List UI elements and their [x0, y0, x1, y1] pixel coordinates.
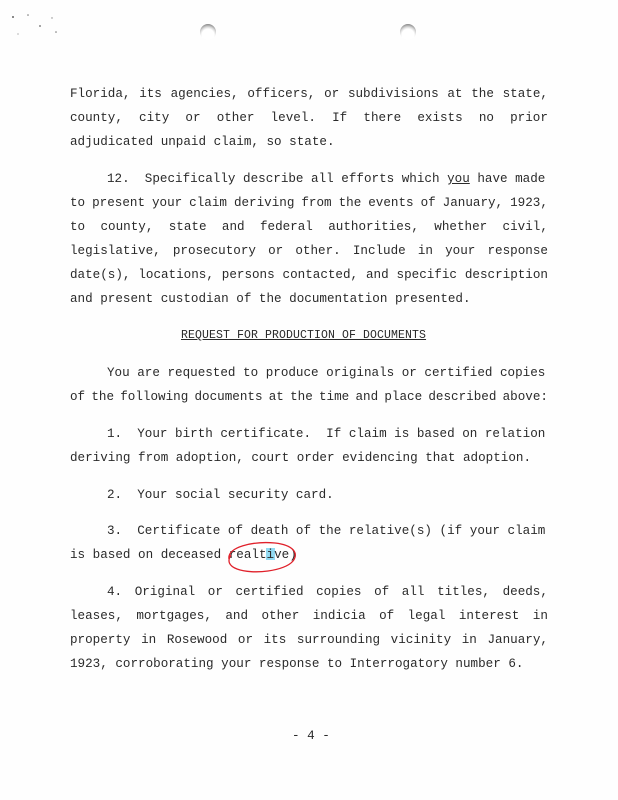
word: of	[420, 196, 436, 210]
word: locations,	[138, 268, 214, 282]
word: date(s),	[70, 268, 131, 282]
doc3-line-1	[107, 523, 548, 539]
word: legal	[407, 609, 446, 623]
word: Original	[134, 585, 196, 599]
word: or	[268, 244, 284, 258]
word: vicinity	[390, 633, 452, 647]
word: Include	[352, 244, 406, 258]
request-line-2	[70, 389, 548, 405]
word: the	[471, 87, 494, 101]
word: property	[70, 633, 131, 647]
word: or	[237, 633, 254, 647]
word: county,	[70, 111, 123, 125]
word: leases,	[70, 609, 123, 623]
word: there	[363, 111, 402, 125]
section-heading: REQUEST FOR PRODUCTION OF DOCUMENTS	[181, 329, 427, 342]
word: copies	[316, 585, 362, 599]
word: and	[225, 609, 249, 623]
word: surrounding	[296, 633, 381, 647]
intro-line-3-text: adjudicated unpaid claim, so state.	[70, 135, 335, 149]
word: your	[151, 196, 183, 210]
word: titles,	[437, 585, 490, 599]
word: civil,	[502, 220, 548, 234]
doc4-line-1	[107, 584, 548, 600]
word: or	[207, 585, 223, 599]
word: of	[379, 609, 395, 623]
word: January,	[487, 633, 548, 647]
word: prior	[510, 111, 548, 125]
item12-line-1	[107, 171, 548, 187]
intro-line-1	[70, 86, 548, 102]
word: described	[428, 390, 497, 404]
word: response	[487, 244, 548, 258]
word: or	[185, 111, 201, 125]
page-number: - 4 -	[292, 729, 330, 743]
word: and	[221, 220, 245, 234]
doc1-line-1	[107, 426, 548, 442]
word: the	[91, 390, 115, 404]
item12-line-6-text: and present custodian of the documentation presented.	[70, 292, 471, 306]
doc4-line-3	[70, 632, 548, 648]
intro-line-3	[70, 134, 548, 150]
word: 4.	[107, 585, 123, 599]
doc1-line-2-text: deriving from adoption, court order evidencing that adoption.	[70, 451, 532, 465]
word: legislative,	[70, 244, 161, 258]
doc3-line-2-before: is based on deceased	[70, 548, 229, 562]
word: officers,	[247, 87, 316, 101]
word: and	[355, 390, 379, 404]
item12-line-2	[70, 195, 548, 211]
word: other	[216, 111, 255, 125]
item12-text-before: 12. Specifically describe all efforts which	[107, 172, 448, 186]
doc4-line-4-text: 1923, corroborating your response to Interrogatory number 6.	[70, 657, 524, 671]
punch-hole-left	[200, 24, 216, 40]
word: specific	[396, 268, 457, 282]
word: description	[464, 268, 548, 282]
word: Florida,	[70, 87, 131, 101]
word: state,	[502, 87, 548, 101]
item12-line-5	[70, 267, 548, 283]
intro-line-2	[70, 110, 548, 126]
word: level.	[270, 111, 316, 125]
word: from	[301, 196, 332, 210]
word: documents	[194, 390, 263, 404]
word: in	[417, 244, 433, 258]
word: city	[139, 111, 170, 125]
scan-specks	[10, 12, 80, 52]
word: in	[461, 633, 477, 647]
word: interest	[458, 609, 520, 623]
word: January,	[442, 196, 504, 210]
item12-line-3	[70, 219, 548, 235]
word: at	[447, 87, 463, 101]
word: to	[70, 196, 86, 210]
circled-word: realtive	[228, 548, 290, 562]
item12-line-4	[70, 243, 548, 259]
doc3-line-2	[70, 547, 548, 563]
word: agencies,	[170, 87, 239, 101]
word: exists	[417, 111, 463, 125]
word: following	[120, 390, 189, 404]
word: mortgages,	[136, 609, 212, 623]
word: at	[268, 390, 284, 404]
word: deeds,	[502, 585, 548, 599]
word: indicia	[312, 609, 366, 623]
doc4-line-2	[70, 608, 548, 624]
word: its	[263, 633, 287, 647]
doc2-line-1	[107, 487, 548, 503]
circled-word-wrap	[229, 547, 289, 563]
word: all	[401, 585, 425, 599]
word: state	[168, 220, 207, 234]
doc1-line-1-text: 1. Your birth certificate. If claim is based on relation	[107, 427, 546, 441]
word: its	[139, 87, 162, 101]
doc3-line-1-text: 3. Certificate of death of the relative(s) (if your claim	[107, 524, 546, 538]
word: place	[384, 390, 423, 404]
word: of	[70, 390, 86, 404]
request-line-1-text: You are requested to produce originals or certified copies	[107, 366, 546, 380]
word: county,	[100, 220, 154, 234]
word: claim	[189, 196, 227, 210]
word: federal	[259, 220, 313, 234]
word: 1923,	[510, 196, 548, 210]
word: prosecutory	[172, 244, 256, 258]
underlined-you: you	[447, 172, 470, 186]
word: time	[319, 390, 350, 404]
word: deriving	[233, 196, 295, 210]
word: the	[338, 196, 362, 210]
word: in	[532, 609, 548, 623]
doc2-line-1-text: 2. Your social security card.	[107, 488, 334, 502]
word: authorities,	[328, 220, 419, 234]
doc1-line-2	[70, 450, 548, 466]
word: and	[365, 268, 389, 282]
word: persons	[221, 268, 275, 282]
item12-line-6	[70, 291, 548, 307]
word: above:	[502, 390, 548, 404]
word: to	[70, 220, 86, 234]
word: no	[478, 111, 494, 125]
word: of	[374, 585, 390, 599]
word: Rosewood	[166, 633, 228, 647]
punch-hole-right	[400, 24, 416, 40]
doc4-line-4	[70, 656, 548, 672]
word: in	[141, 633, 157, 647]
word: the	[290, 390, 313, 404]
item12-text-after: have made	[469, 172, 546, 186]
request-line-1	[107, 365, 548, 381]
word: present	[92, 196, 145, 210]
word: If	[332, 111, 348, 125]
word: certified	[235, 585, 304, 599]
word: subdivisions	[347, 87, 439, 101]
word: whether	[434, 220, 488, 234]
word: events	[368, 196, 414, 210]
word: or	[324, 87, 340, 101]
word: other	[261, 609, 300, 623]
word: contacted,	[282, 268, 359, 282]
word: other.	[295, 244, 341, 258]
doc3-line-2-after: )	[289, 548, 297, 562]
word: your	[445, 244, 476, 258]
